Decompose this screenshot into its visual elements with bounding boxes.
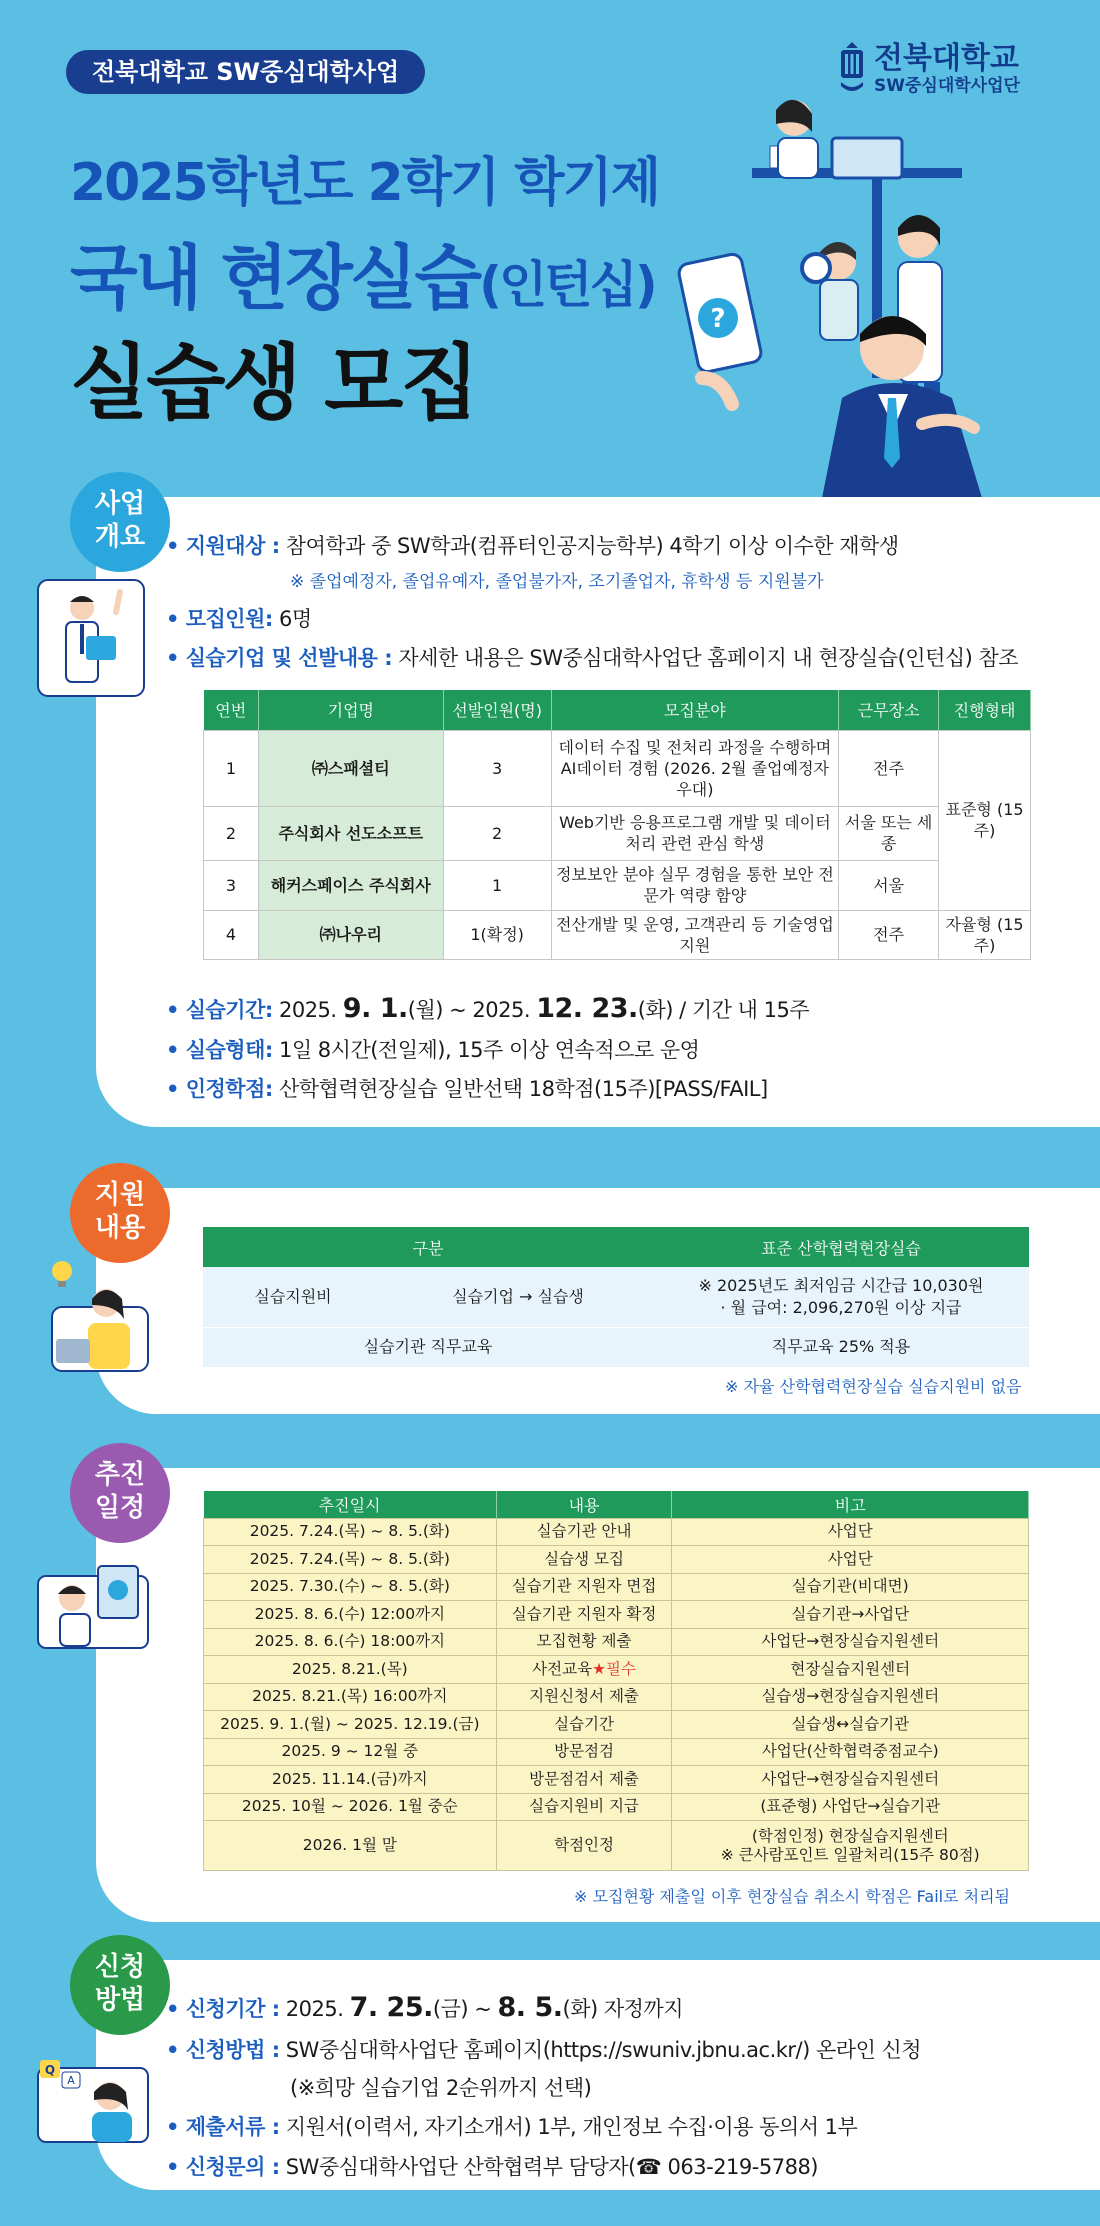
overview-badge: 사업 개요 <box>70 472 170 572</box>
presenter-illustration <box>36 578 146 698</box>
table-row: 2025. 10월 ~ 2026. 1월 중순 실습지원비 지급 (표준형) 사업단→실습기관 <box>204 1793 1029 1821</box>
table-row: 1 ㈜스패셜티 3 데이터 수집 및 전처리 과정을 수행하며 AI데이터 경험 (2026. 2월 졸업예정자 우대) 전주 표준형 (15주) <box>204 730 1031 806</box>
table-row: 2025. 9. 1.(월) ~ 2025. 12.19.(금) 실습기간 실습생↔실습기관 <box>204 1711 1029 1739</box>
table-row: 2 주식회사 선도소프트 2 Web기반 응용프로그램 개발 및 데이터 처리 관련 관심 학생 서울 또는 세종 <box>204 806 1031 860</box>
svg-text:Q: Q <box>44 2063 56 2077</box>
apply-contact-line: • 신청문의 : SW중심대학사업단 산학협력부 담당자(☎ 063-219-5788) <box>166 2155 818 2179</box>
support-table <box>203 1227 1029 1368</box>
table-row: 실습기관 직무교육 직무교육 25% 적용 <box>203 1327 1029 1367</box>
logo-division-name: SW중심대학사업단 <box>874 76 1020 96</box>
logo-university-name: 전북대학교 <box>874 41 1019 76</box>
header-pill: 전북대학교 SW중심대학사업 <box>66 50 425 94</box>
apply-method-note: (※희망 실습기업 2순위까지 선택) <box>290 2076 592 2100</box>
title-line3: 실습생 모집 <box>70 336 477 431</box>
target-line: • 지원대상 : 참여학과 중 SW학과(컴퓨터인공지능학부) 4학기 이상 이수한 재학생 <box>166 534 899 558</box>
idea-illustration <box>36 1255 152 1375</box>
office-workers-illustration <box>712 128 1074 498</box>
support-badge: 지원 내용 <box>70 1163 170 1263</box>
table-row: 2025. 8.21.(목) 16:00까지 지원신청서 제출 실습생→현장실습지원센터 <box>204 1683 1029 1711</box>
company-line: • 실습기업 및 선발내용 : 자세한 내용은 SW중심대학사업단 홈페이지 내 현장실습(인턴십) 참조 <box>166 646 1019 670</box>
apply-method-line: • 신청방법 : SW중심대학사업단 홈페이지(https://swuniv.jbnu.ac.kr/) 온라인 신청 <box>166 2038 922 2062</box>
table-header-row: 구분 표준 산학협력현장실습 <box>203 1227 1029 1267</box>
credit-line: • 인정학점: 산학협력현장실습 일반선택 18학점(15주)[PASS/FAIL] <box>166 1077 768 1101</box>
svg-text:?: ? <box>710 304 726 334</box>
company-table <box>203 690 1031 960</box>
apply-period-line: • 신청기간 : 2025. 7. 25.(금) ~ 8. 5.(화) 자정까지 <box>166 1992 684 2023</box>
target-note: ※ 졸업예정자, 졸업유예자, 졸업불가자, 조기졸업자, 휴학생 등 지원불가 <box>290 572 824 592</box>
svg-text:A: A <box>67 2074 75 2087</box>
recruit-line: • 모집인원: 6명 <box>166 607 312 631</box>
university-logo <box>838 40 1020 98</box>
title-line1: 2025학년도 2학기 학기제 <box>70 153 659 213</box>
university-emblem-icon <box>838 40 866 98</box>
table-row: 실습지원비 실습기업 → 실습생 ※ 2025년도 최저임금 시간급 10,030원 · 월 급여: 2,096,270원 이상 지급 <box>203 1267 1029 1327</box>
table-row: 4 ㈜나우리 1(확정) 전산개발 및 운영, 고객관리 등 기술영업지원 전주 자율형 (15주) <box>204 910 1031 959</box>
schedule-table <box>203 1491 1029 1871</box>
form-line: • 실습형태: 1일 8시간(전일제), 15주 이상 연속적으로 운영 <box>166 1038 700 1062</box>
table-row: 2025. 8. 6.(수) 18:00까지 모집현황 제출 사업단→현장실습지원센터 <box>204 1628 1029 1656</box>
apply-docs-line: • 제출서류 : 지원서(이력서, 자기소개서) 1부, 개인정보 수집·이용 동의서 1부 <box>166 2115 858 2139</box>
table-row: 2025. 9 ~ 12월 중 방문점검 사업단(산학협력중점교수) <box>204 1738 1029 1766</box>
table-row: 2025. 7.24.(목) ~ 8. 5.(화) 실습기관 안내 사업단 <box>204 1518 1029 1546</box>
required-mark: ★필수 <box>592 1659 636 1678</box>
apply-badge: 신청 방법 <box>70 1935 170 2035</box>
question-answer-illustration <box>36 2060 152 2146</box>
schedule-footnote: ※ 모집현황 제출일 이후 현장실습 취소시 학점은 Fail로 처리됨 <box>574 1887 1011 1906</box>
period-line: • 실습기간: 2025. 9. 1.(월) ~ 2025. 12. 23.(화) / 기간 내 15주 <box>166 993 810 1024</box>
table-row: 2025. 7.30.(수) ~ 8. 5.(화) 실습기관 지원자 면접 실습기관(비대면) <box>204 1573 1029 1601</box>
title-line2: 국내 현장실습(인턴십) <box>70 237 655 319</box>
table-row: 2025. 11.14.(금)까지 방문점검서 제출 사업단→현장실습지원센터 <box>204 1766 1029 1794</box>
document-check-illustration <box>36 1562 152 1652</box>
table-row: 2025. 7.24.(목) ~ 8. 5.(화) 실습생 모집 사업단 <box>204 1546 1029 1574</box>
table-header-row: 연번 기업명 선발인원(명) 모집분야 근무장소 진행형태 <box>204 690 1031 730</box>
support-note: ※ 자율 산학협력현장실습 실습지원비 없음 <box>725 1377 1022 1396</box>
table-row: 2025. 8. 6.(수) 12:00까지 실습기관 지원자 확정 실습기관→사업단 <box>204 1601 1029 1629</box>
table-header-row: 추진일시 내용 비고 <box>204 1491 1029 1518</box>
schedule-badge: 추진 일정 <box>70 1443 170 1543</box>
table-row: 2025. 8.21.(목) 사전교육★필수 현장실습지원센터 <box>204 1656 1029 1684</box>
table-row: 2026. 1월 말 학점인정 (학점인정) 현장실습지원센터 ※ 큰사람포인트 일괄처리(15주 80점) <box>204 1821 1029 1871</box>
table-row: 3 해커스페이스 주식회사 1 정보보안 분야 실무 경험을 통한 보안 전문가 역량 함양 서울 <box>204 860 1031 910</box>
